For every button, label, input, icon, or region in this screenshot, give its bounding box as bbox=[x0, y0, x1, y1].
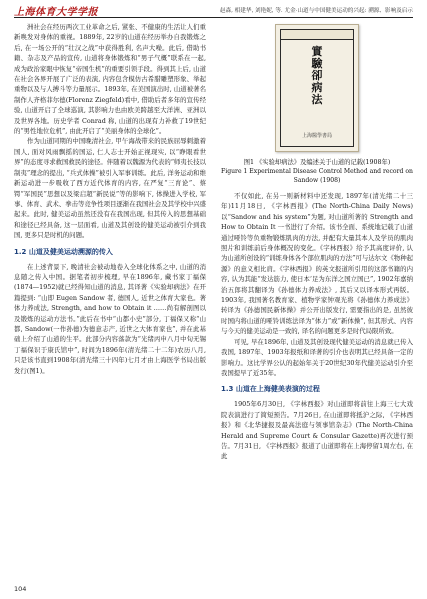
paragraph: 在上述背景下, 晚清社会被动地卷入全球化体系之中, 山道的消息随之传入中国。据笔者初步梳理, 早在1896年, 藏书家丁福保(1874—1952)就已经得知山道的消息, 其译著《实验却病法》在开篇提到: “山即 Eugen Sandow 者, 德国人, 近世之体育大家也。著体力养成法, Strength, and how to Obtain it ……尚有解剖图以及锻炼的运动方法书。”此后在书中“山都小史”部分, 丁福保又称“山都, Sandow(一作孙德)为德意志产, 近世之大体育家也”, 并在此基础上介绍了山道的生平。此部分内容落款为“光绪丙申八月中旬无锡丁福保识于康氏馆中”, 时间为1896年(清光绪二十二年)农历八月, 只是该书直到1908年(清光绪三十四年)七月才由上海医学书局出版发行(图1)。 bbox=[14, 262, 206, 375]
header-rule bbox=[14, 17, 413, 18]
book-cover-title bbox=[281, 46, 353, 106]
paragraph: 可见, 早在1896年, 山道及其创设现代健美运动的消息就已传入我国, 1897年、1903年报纸和译著的引介也表明其已经具备一定的影响力。这比学界公认的起始年关于20世纪30年代健美运动引介至我国提早了近35年。 bbox=[221, 337, 413, 377]
page-header bbox=[14, 4, 413, 16]
book-title-char: 卻 bbox=[311, 69, 323, 82]
paragraph: 洲社会在经历两次工业革命之后, 紧张、不健康的生活让人们重新唤发对身体的重视。1889年, 22岁的山道在经历举办自我锻炼之后, 在一场公开的“壮汉之战”中获得胜利, 名声大噪。此后, 借助书籍、杂志及产品的宣传, 山道将身体锻炼和“男子气概”联系在一起, 成为政治家眼中恢复“帝国生机”的重要引领手段。得到其上后, 山道在社会各界开展了广泛的表演, 内容包含模仿古希腊雕塑形象、举起重物以及与人搏斗等力量展示。1893年, 在美国演出时, 山道被著名制作人齐格菲尔德(Florenz Ziegfeld)看中, 借助后者多年的宣传经验, 山道开启了全球巡演, 其影响力也由欧美跨越至大洋洲、亚洲以及世界各地。历史学者 Conrad 称, 山道的出现有力补救了19世纪的“男性地位危机”, 由此开启了“美丽身体的全球化”。 bbox=[14, 23, 206, 136]
paragraph: 1905年6月30日, 《字林西报》对山道即将前往上海三七大戏院表演进行了简短预告。7月26日, 在山道即将抵沪之际, 《字林西报》和《北华捷报及最高法庭与领事馆杂志》(The North-China Herald and Supreme Court & Consular Gazette)再次进行预告。7月31日, 《字林西报》报道了山道即将在上海停留1周左右, 在此 bbox=[221, 400, 413, 461]
book-cover-image bbox=[275, 24, 359, 152]
right-column bbox=[221, 22, 413, 462]
book-title-char: 法 bbox=[311, 93, 323, 106]
left-column bbox=[14, 22, 206, 376]
book-title-char: 驗 bbox=[311, 57, 323, 70]
figure-caption-en: Figure 1 Experimental Disease Control Method and record on Sandow (1908) bbox=[221, 168, 413, 184]
journal-title: 上海体育大学学报 bbox=[14, 6, 98, 18]
book-title-char: 病 bbox=[311, 81, 323, 94]
page-number: 104 bbox=[14, 585, 27, 593]
book-cover-publisher: 上海醫學書局 bbox=[301, 132, 332, 139]
figure-caption-cn: 图1 《实验却病法》及编述关于山道的记载(1908年) bbox=[243, 159, 391, 166]
running-head: 赵森, 相建华, 刘艳妮, 等. 尤金·山道与中国健美运动的兴起: 溯源、影响及启示 bbox=[219, 8, 413, 14]
book-cover-frame bbox=[280, 29, 354, 147]
book-title-char: 實 bbox=[311, 45, 323, 58]
section-heading: 1.2 山道及健美运动溯源的传入 bbox=[14, 247, 113, 256]
paragraph: 不仅如此, 在另一则新材料中还发现, 1897年(清光绪二十三年)11月18日, 《字林西报》(The North-China Daily News)以“Sandow and his system”为题, 对山道所著的 Strength and How to Obtain It 一书进行了介绍。该书全面、系统地记载了山道通过哑铃等负重物锻炼肌肉的方法, 并配有大量其本人及学员的肌肉照片和训练前后身体概况的变化。《字林西报》给予其高度评价, 认为山道所创设的“训练身体各个部位肌肉的方法”可与达尔文《物种起源》的意义相比肩。《字林西报》的英文报道所引用的这部书籍的内容, 认为其能“发达筋力, 使日本‘足为东洋之国立国已”, 1902年嘉纳治五郎将其翻译为《孙德体力养成法》, 其后又以译本形式再版。1903年, 我国著名教育家、植物学家钟观光将《孙德体力养成法》转译为《孙德国民新体操》并公开出版发行, 需要指出的是, 虽然彼时国内将山道的哑铃训练法译为“体力”或“新体操”, 但其形式、内容与今天的健美运动是一致的, 译名的问题更多是时代局限所致。 bbox=[221, 192, 413, 336]
paragraph: 作为山道同期的中国晚清社会, 甲午海战带来的民族屈辱刺激着国人, 面对风雨飘摇的国运, 仁人志士开始正视现实, 以“睁眼看世界”的态度寻求救国救民的途径。伴随着以魏源为代表的“师夷长技以制夷”理念的提出, “兵式体操”被引入军事训练。此后, 洋务运动和维新运动进一步吸收了西方近代体育的内容, 在严复“三育论”、蔡锷“军国民”思想以及梁启超“新民说”等的影响下, 体操进入学校, 军事、体育、武术、拳击等竞争性项目逐渐在我国社会及其学校中兴盛起来。此时, 健美运动虽然还没有在我国出现, 但其传入的思想基础和途径已经具备, 这一层面看, 山道及其创设的健美运动被引介到我国, 更多只是时机的问题。 bbox=[14, 137, 206, 240]
book-cover-band bbox=[281, 30, 353, 40]
section-heading: 1.3 山道在上海健美表演的过程 bbox=[221, 385, 320, 394]
figure-1 bbox=[221, 22, 413, 156]
